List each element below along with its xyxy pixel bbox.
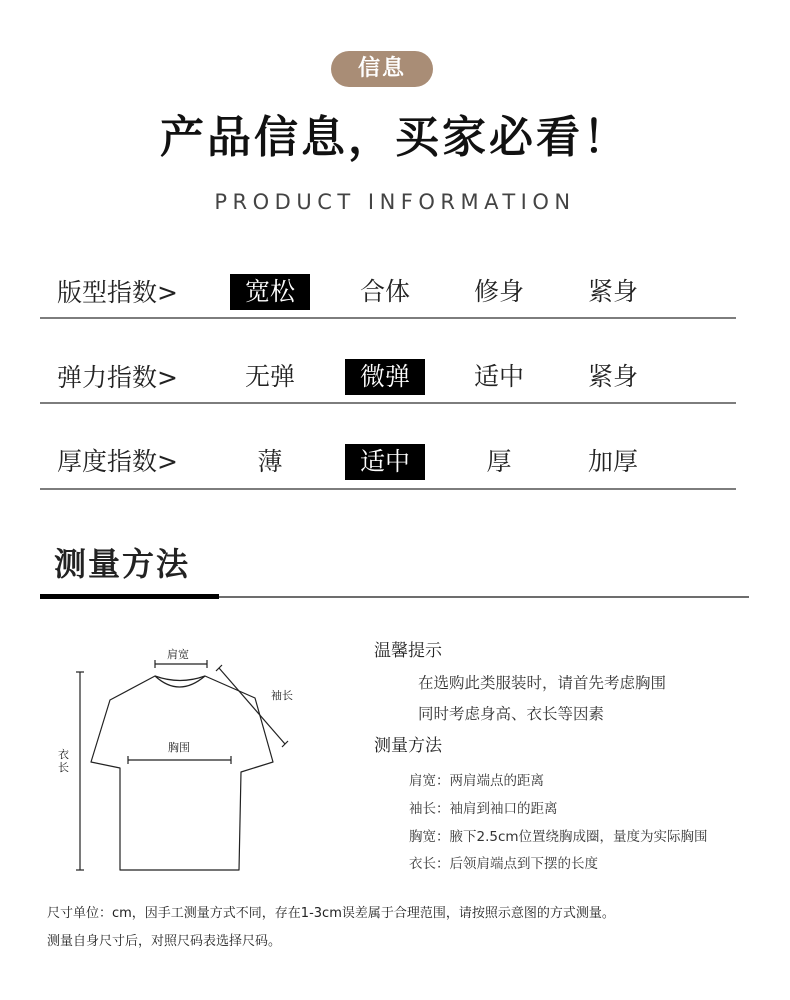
row-divider: [40, 488, 736, 490]
method-line-length: 衣长：后领肩端点到下摆的长度: [409, 856, 598, 872]
fit-option-slim: 修身: [473, 277, 524, 306]
tip-line: 同时考虑身高、衣长等因素: [418, 705, 605, 723]
shoulder-label: 肩宽: [167, 648, 189, 661]
method-title: 测量方法: [374, 736, 442, 756]
stretch-option-none: 无弹: [244, 362, 295, 391]
row-divider: [40, 402, 736, 404]
length-label: 衣长: [58, 748, 69, 774]
stretch-option-slight: 微弹: [345, 359, 425, 395]
tshirt-measure-diagram: [55, 640, 300, 880]
section-divider-accent: [40, 594, 219, 599]
thickness-index-label: 厚度指数>: [57, 447, 178, 476]
row-divider: [40, 317, 736, 319]
page-subtitle: PRODUCT INFORMATION: [214, 190, 576, 214]
stretch-option-medium: 适中: [473, 362, 524, 391]
tip-line: 在选购此类服装时，请首先考虑胸围: [418, 674, 667, 692]
stretch-index-row: [40, 324, 736, 404]
method-line-sleeve: 袖长：袖肩到袖口的距离: [409, 801, 558, 817]
measure-section-title: 测量方法: [54, 545, 191, 583]
chest-label: 胸围: [168, 741, 190, 754]
stretch-index-label: 弹力指数>: [57, 363, 178, 392]
fit-option-tight: 紧身: [587, 277, 638, 306]
fit-index-label: 版型指数>: [57, 278, 178, 307]
thickness-option-extra-thick: 加厚: [587, 447, 638, 476]
fit-option-regular: 合体: [359, 277, 410, 306]
sleeve-label: 袖长: [271, 689, 293, 702]
tips-title: 温馨提示: [374, 641, 442, 661]
thickness-option-medium: 适中: [345, 444, 425, 480]
thickness-option-thick: 厚: [486, 447, 512, 476]
stretch-option-tight: 紧身: [587, 362, 638, 391]
method-line-chest: 胸宽：腋下2.5cm位置绕胸成圈，量度为实际胸围: [409, 829, 708, 845]
thickness-option-thin: 薄: [257, 447, 283, 476]
thickness-index-row: [40, 410, 736, 490]
size-note: 测量自身尺寸后，对照尺码表选择尺码。: [47, 934, 282, 949]
size-note: 尺寸单位：cm，因手工测量方式不同，存在1-3cm误差属于合理范围，请按照示意图的方式测量。: [47, 906, 615, 921]
fit-index-row: [40, 239, 736, 319]
fit-option-loose: 宽松: [230, 274, 310, 310]
page-headline: 产品信息，买家必看！: [160, 112, 630, 163]
tshirt-outline-icon: [55, 640, 300, 880]
section-badge: 信息: [331, 51, 433, 87]
method-line-shoulder: 肩宽：两肩端点的距离: [409, 773, 544, 789]
